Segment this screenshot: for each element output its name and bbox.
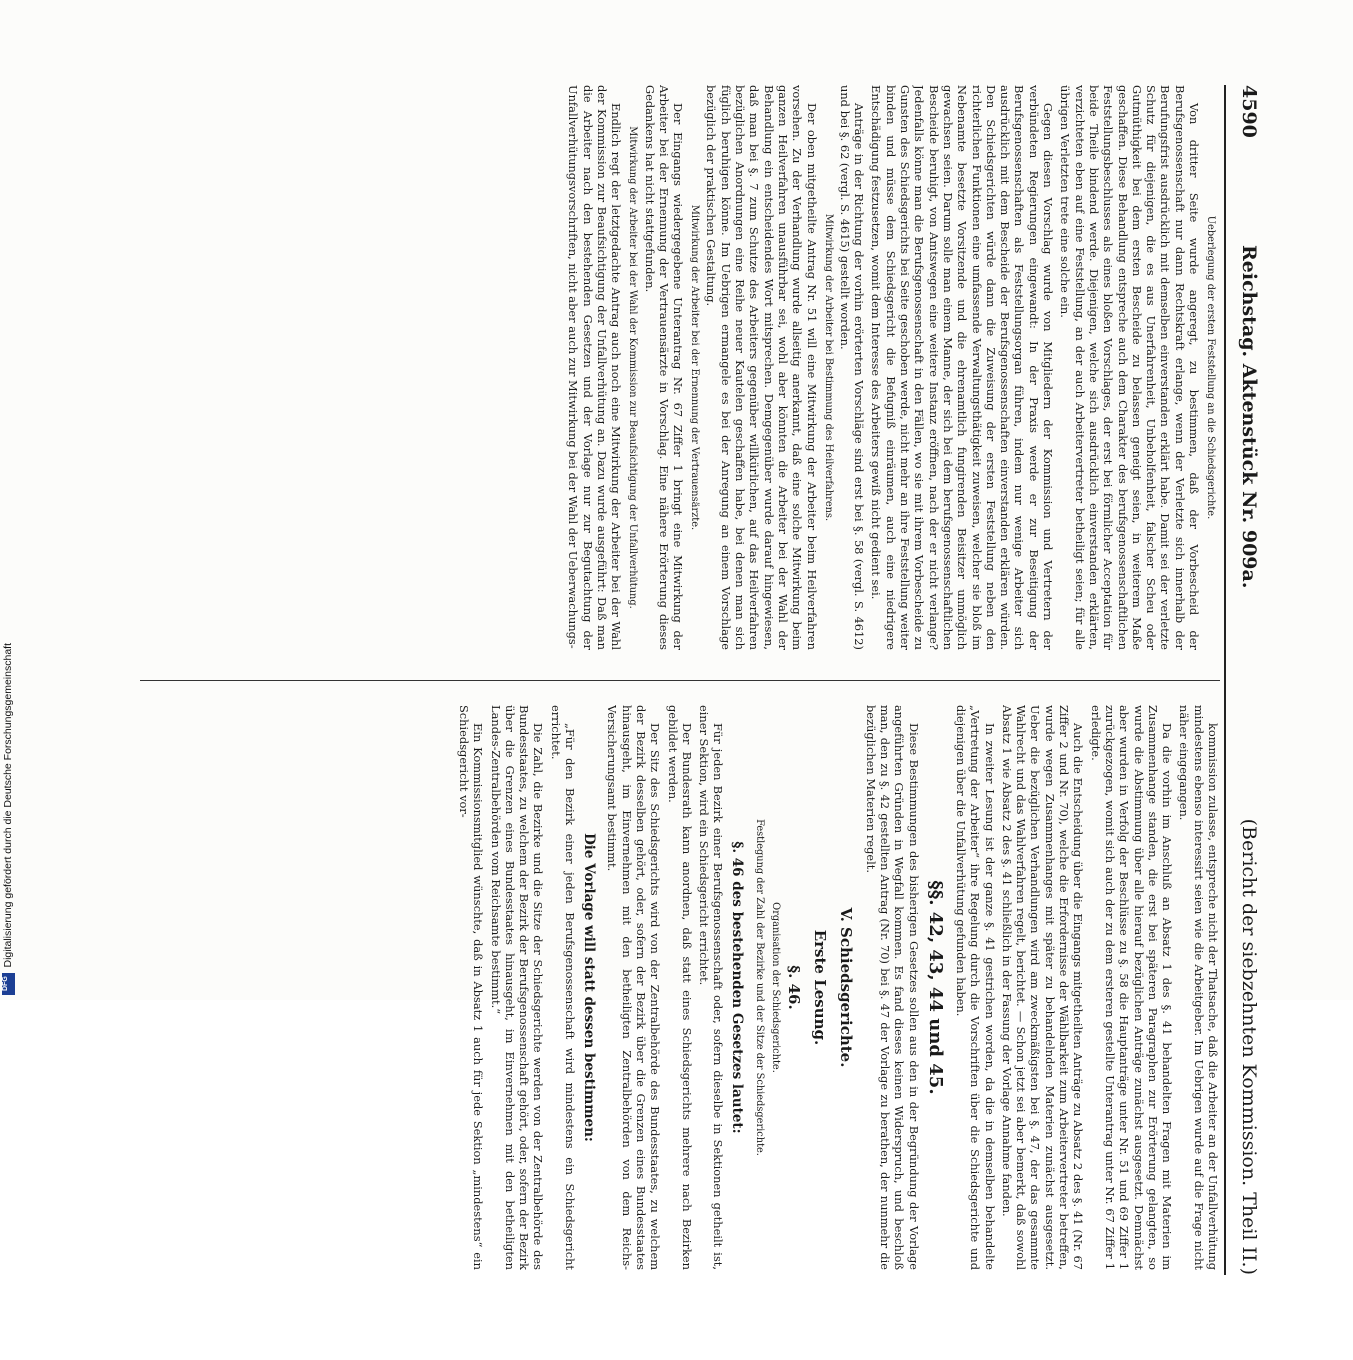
- marginal-note: Mitwirkung der Arbeiter bei der Ernennung der Vertrauensärzte.: [689, 204, 701, 531]
- section-heading: §. 46 des bestehenden Gesetzes lautet:: [729, 841, 746, 1134]
- right-column: [110, 705, 1220, 1270]
- digitization-credit: Digitalisierung gefördert durch die Deutsche Forschungsgemeinschaft: [2, 643, 14, 968]
- marginal-note: Ueberlegung der ersten Feststellung an die Schiedsgerichte.: [1205, 215, 1216, 520]
- paragraph: Für jeden Bezirk einer Berufsgenossenschaft oder, sofern dieselbe in Sektionen getheilt ist, einer Sektion, wird ein Schiedsgericht errichtet.: [697, 705, 726, 1270]
- page-number: 4590: [1238, 85, 1260, 138]
- paragraph: Von dritter Seite wurde angeregt, zu bestimmen, daß der Vorbescheid der Berufsgenossenschaft nur dann Rechtskraft erlange, wenn der Verletzte sich innerhalb der Berufungsfrist ausdrücklich mit demselben einverstanden erklärt habe. Damit sei der verletzte Schutz für diejenigen, die es aus Unerfahrenheit, Unbeholfenheit, falscher Scheu oder Gutmüthigkeit bei dem ersten Bescheide zu belassen geneigt seien, in weiterem Maße geschaffen. Diese Behandlung entspreche auch dem Charakter des berufsgenossenschaftlichen Feststellungsbeschlusses als eines bloßen Vorschlages, der erst bei förmlicher Acceptation für beide Theile bindend werde. Diejenigen, welche sich ausdrücklich einverstanden erklärten, verzichteten eben auf eine Feststellung, an der auch Arbeitervertreter betheiligt seien; für alle übrigen Verletzten trete eine solche ein.: [1058, 85, 1201, 650]
- paragraph: Gegen diesen Vorschlag wurde von Mitgliedern der Kommission und Vertretern der verbündeten Regierungen eingewandt: In der Praxis werde er zur Beseitigung der Berufsgenossenschaften als Feststellungsorgan führen, indem nur wenige Arbeiter sich ausdrücklich mit dem Bescheide der Berufsgenossenschaften einverstanden erklären würden. Den Schiedsgerichten würde dann die Zuweisung der ersten Feststellung neben den richterlichen Funktionen eine umfassende Verwaltungsthätigkeit zuweisen, welcher sie bloß im Nebenamte besetzte Vorsitzende und die ehrenamtlich fungirenden Beisitzer unmöglich gewachsen seien. Darum solle man einem Manne, der sich bei dem berufsgenossenschaftlichen Bescheide beruhigt, von Amtswegen eine weitere Instanz eröffnen, nach der er nicht verlange? Jedenfalls könne man die Berufsgenossenschaft in den Fällen, wo sie mit ihrem Vorbescheide zu Gunsten des Schiedsgerichts bei Seite geschoben werde, nicht mehr an ihre Feststellung weiter binden und müsse dem Schiedsgericht die Befugniß einräumen, auch eine niedrigere Entschädigung festzusetzen, womit dem Interesse des Arbeiters gewiß nicht gedient sei.: [869, 85, 1056, 650]
- paragraph: Der Eingangs wiedergegebene Unterantrag Nr. 67 Ziffer 1 bringt eine Mitwirkung der Arbeiter bei der Ernennung der Vertrauensärzte in Vorschlag. Eine nähere Erörterung dieses Gedankens hat nicht stattgefunden.: [642, 85, 686, 650]
- section-heading: §. 46.: [785, 965, 804, 1010]
- paragraph: Auch die Entscheidung über die Eingangs mitgetheilten Anträge zu Absatz 2 des §. 41 (Nr. 67 Ziffer 2 und Nr. 70), welche die Erfordernisse der Wählbarkeit zum Arbeitervertreter betreffen, wurde wegen Zusammenhanges mit später zu behandelnden Materien zunächst ausgesetzt. Ueber die bezüglichen Verhandlungen wird am zweckmäßigsten bei §. 47, der das gesammte Wahlrecht und das Wahlverfahren regelt, berichtet. — Schon jetzt sei aber bemerkt, daß sowohl Absatz 1 wie Absatz 2 des §. 41 schließlich in der Fassung der Vorlage Annahme fanden.: [999, 705, 1086, 1270]
- paragraph: In zweiter Lesung ist der ganze §. 41 gestrichen worden, da die in demselben behandelte „Vertretung der Arbeiter“ ihre Regelung durch die Vorschriften über die Schiedsgerichte und diejenigen über die Unfallverhütung gefunden haben.: [953, 705, 997, 1270]
- marginal-note: Mitwirkung der Arbeiter bei Bestimmung des Heilverfahrens.: [822, 213, 834, 522]
- marginal-note: Mitwirkung der Arbeiter bei der Wahl der Kommission zur Beaufsichtigung der Unfallverhütung.: [627, 126, 639, 609]
- section-heading: §§. 42, 43, 44 und 45.: [924, 880, 946, 1095]
- marginal-note: Festlegung der Zahl der Bezirke und der Sitze der Schiedsgerichte.: [754, 819, 766, 1156]
- column-divider: [140, 680, 1220, 681]
- paragraph: kommission zulasse, entspreche nicht der Thatsache, daß die Arbeiter an der Unfallverhütung mindestens ebenso interessirt seien wie die Arbeitgeber. Im Uebrigen wurde auf die Frage nicht näher eingegangen.: [1177, 705, 1220, 1270]
- marginal-note: Organisation der Schiedsgerichte.: [770, 902, 782, 1073]
- paragraph: Endlich regt der letztgedachte Antrag auch noch eine Mitwirkung der Arbeiter bei der Wahl der Kommission zur Beaufsichtigung der Unfallverhütung an. Dazu wurde ausgeführt: Daß man die Arbeiter nach den bestehenden Gesetzen und der Vorlage nur zur Begutachtung der Unfallverhütungsvorschriften, nicht aber auch zur Mitwirkung bei der Wahl der Ueberwachungs-: [566, 85, 624, 650]
- rotated-page-content: [80, 85, 1270, 1360]
- left-column: [110, 85, 1220, 650]
- paragraph: Anträge in der Richtung der vorhin erörterten Vorschläge sind erst bei §. 58 (vergl. S. 4612) und bei §. 62 (vergl. S. 4615) gestellt worden.: [837, 85, 867, 650]
- paragraph: Die Zahl, die Bezirke und die Sitze der Schiedsgerichte werden von der Zentralbehörde des Bundesstaates, zu welchem der Bezirk der Berufsgenossenschaft gehört, oder, sofern der Bezirk über die Grenzen eines Bundesstaates hinausgeht, im Einvernehmen mit den betheiligten Landes-Zentralbehörden vom Reichsamte bestimmt.“: [488, 705, 546, 1270]
- paragraph: Der Bundesrath kann anordnen, daß statt eines Schiedsgerichts mehrere nach Bezirken gebildet werden.: [665, 705, 694, 1270]
- paragraph: Der Sitz des Schiedsgerichts wird von der Zentralbehörde des Bundesstaates, zu welchem der Bezirk desselben gehört, oder, sofern der Bezirk über die Grenzen eines Bundesstaates hinausgeht, im Einvernehmen mit den betheiligten Zentralbehörden von dem Reichs-Versicherungsamt bestimmt.: [605, 705, 663, 1270]
- section-heading: V. Schiedsgerichte.: [837, 907, 856, 1068]
- paragraph: Ein Kommissionsmitglied wünschte, daß in Absatz 1 auch für jede Sektion „mindestens“ ein Schiedsgericht vor-: [457, 705, 486, 1270]
- header-title: Reichstag. Aktenstück Nr. 909a.: [1238, 245, 1260, 589]
- paragraph: Der oben mitgetheilte Antrag Nr. 51 will eine Mitwirkung der Arbeiter beim Heilverfahren vorsehen. Zu der Verhandlung wurde allseitig anerkannt, daß eine solche Mitwirkung beim ganzen Heilverfahren unausführbar sei, wohl aber könnten die Arbeiter bei der Wahl der Behandlung ein entscheidendes Wort mitsprechen. Demgegenüber wurde darauf hingewiesen, daß man bei §. 7 zum Schutze des Arbeiters gegenüber willkürlichen, auf das Heilverfahren bezüglichen Anordnungen eine Reihe neuer Kautelen geschaffen habe, bei denen man sich füglich beruhigen könne. Im Uebrigen ermangele es bei der Anregung an einem Vorschlage bezüglich der praktischen Gestaltung.: [704, 85, 819, 650]
- section-heading: Die Vorlage will statt dessen bestimmen:: [581, 833, 598, 1142]
- page-header: [1224, 85, 1270, 1275]
- section-heading: Erste Lesung.: [811, 929, 830, 1046]
- dfg-logo: DFG: [2, 973, 15, 995]
- paragraph: „Für den Bezirk einer jeden Berufsgenossenschaft wird mindestens ein Schiedsgericht errichtet.: [548, 705, 578, 1270]
- paragraph: Da die vorhin im Anschluß an Absatz 1 des §. 41 behandelten Fragen mit Materien im Zusammenhange standen, die erst bei späteren Paragraphen zur Erörterung gelangten, so wurde die Abstimmung über alle hierauf bezüglichen Anträge zunächst ausgesetzt. Demnächst aber wurden in Verfolg der Beschlüsse zu §. 58 die Hauptanträge unter Nr. 51 und 69 Ziffer 1 zurückgezogen, womit sich auch der zu dem ersteren gestellte Unterantrag unter Nr. 67 Ziffer 1 erledigte.: [1088, 705, 1175, 1270]
- paragraph: Diese Bestimmungen des bisherigen Gesetzes sollen aus den in der Begründung der Vorlage angeführten Gründen in Wegfall kommen. Es fand dieses keinen Widerspruch, und beschloß man, den zu §. 42 gestellten Antrag (Nr. 70) bei §. 47 der Vorlage zu berathen, der nunmehr die bezüglichen Materien regelt.: [863, 705, 921, 1270]
- header-subtitle: (Bericht der siebzehnten Kommission. Theil II.): [1238, 818, 1260, 1275]
